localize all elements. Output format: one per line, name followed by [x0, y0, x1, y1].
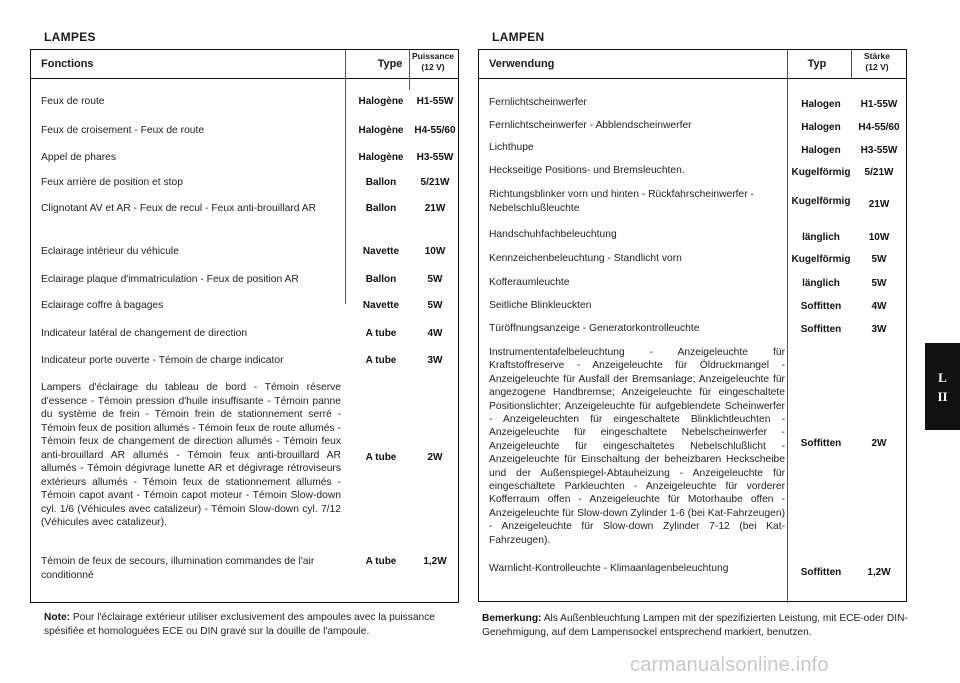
row-description: Warnlicht-Kontrolleuchte - Klimaanlagenbeleuchtung [489, 563, 729, 574]
row-type: A tube [365, 355, 397, 366]
row-description: Lampers d'éclairage du tableau de bord - Témoin réserve d'essence - Témoin pression d'huile insuffisante - Témoin panne du système de frein - Témoin frein de stationnement serré -Témoin feux de position allumés - Témoin feux de route allumés - Témoin feux de changement de direction allumés - Témoin feux anti-brouillard AR allumés - Témoin feux anti-brouillard AR allumés - Témoin dégivrage lunette AR et dégivrage rétroviseurs extérieurs allumés - Témoin feux de stationnement allumés - Témoin capot avant - Témoin capot moteur - Témoin Slow-down cyl. 1/6 (Véhicules avec catalizeur) - Témoin Slow-down cyl. 7/12 (Véhicules avec catalizeur). [41, 382, 341, 528]
row-type: länglich [802, 232, 840, 243]
right-col-divider-2 [851, 50, 852, 78]
left-note [44, 611, 462, 638]
row-description: Richtungsblinker vorn und hinten - Rückfahrscheinwerfer - Nebelschlußleuchte [489, 189, 754, 214]
left-header-power-line2: (12 V) [421, 62, 445, 72]
row-description: Indicateur latéral de changement de direction [41, 328, 248, 339]
right-note-label: Bemerkung: [482, 613, 542, 624]
row-power: 1,2W [867, 567, 891, 578]
row-description: Kofferaumleuchte [489, 277, 570, 288]
row-type: Ballon [365, 274, 397, 285]
section-index-tab-line2: II [937, 389, 948, 404]
row-power: 4W [427, 328, 443, 339]
row-power: H4-55/60 [414, 125, 456, 136]
row-power: 10W [868, 232, 890, 243]
row-power: 21W [424, 203, 446, 214]
section-index-tab-line1: L [938, 370, 947, 385]
row-description: Feux arrière de position et stop [41, 177, 183, 188]
row-description: Clignotant AV et AR - Feux de recul - Feux anti-brouillard AR [41, 203, 317, 214]
right-header-usage: Verwendung [489, 58, 555, 70]
row-type: Soffitten [800, 301, 842, 312]
row-power: 2W [427, 452, 443, 463]
row-type: A tube [365, 328, 397, 339]
right-note [482, 612, 914, 639]
row-description: Indicateur porte ouverte - Témoin de charge indicator [41, 355, 284, 366]
section-index-tab [925, 343, 960, 430]
row-type: A tube [365, 556, 397, 567]
row-power: 5W [427, 300, 443, 311]
left-col-divider-2 [409, 50, 410, 90]
left-col-divider-1 [345, 50, 346, 304]
row-power: 1,2W [423, 556, 447, 567]
row-type: Ballon [365, 177, 397, 188]
row-type: Kugelförmig [791, 167, 851, 178]
row-power: H1-55W [860, 99, 898, 110]
row-description: Kennzeichenbeleuchtung - Standlicht vorn [489, 253, 682, 264]
left-table-header [31, 50, 458, 79]
right-header-type: Typ [807, 58, 827, 70]
row-type: Halogène [358, 96, 404, 107]
row-type: Soffitten [800, 438, 842, 449]
row-description: Handschuhfachbeleuchtung [489, 229, 617, 240]
right-lamp-table [478, 49, 907, 602]
row-description: Eclairage coffre à bagages [41, 300, 164, 311]
row-type: länglich [802, 278, 840, 289]
row-type: Halogène [358, 125, 404, 136]
row-description: Instrumententafelbeleuchtung - Anzeigeleuchte für Kraftstoffreserve - Anzeigeleuchte für Öldruckmangel - Anzeigeleuchte für Ausfall der Bremsanlage; Anzeigeleuchte für angezogene Handbremse; Anzeigeleuchte für eingeschaltete Positionslichter; Anzeigeleuchte für aufgeblendete Scheinwerfer - Anzeigeleuchten für eingeschaltete Blinklichtleuchten - Anzeigeleuchte für eingeschaltete Nebelscheinwerfer - Anzeigeleuchte für eingeschaltetes Nebelschlußlicht - Anzeigeleuchte für Einschaltung der beheizbaren Heckscheibe und der Außenspiegel-Abtauheizung - Anzeigeleuchte für eingeschaltete Parkleuchten - Anzeigeleuchte für vorderer Kofferraum offen - Anzeigeleuchte für Motorhaube offen - Anzeigeleuchte für Slow-down Zylinder 1-6 (bei Kat-Fahrzeugen) - Anzeigeleuchte für Slow-down Zylinder 7-12 (bei Kat-Fahrzeugen). [489, 347, 785, 546]
row-type: Halogène [358, 152, 404, 163]
row-type: A tube [365, 452, 397, 463]
row-power: 2W [871, 438, 887, 449]
row-power: 4W [871, 301, 887, 312]
right-header-power [849, 51, 905, 73]
row-description: Lichthupe [489, 142, 534, 153]
left-note-label: Note: [44, 612, 71, 623]
row-description: Fernlichtscheinwerfer - Abblendscheinwerfer [489, 120, 692, 131]
right-section-title: LAMPEN [492, 30, 545, 44]
left-header-power-line1: Puissance [411, 51, 455, 61]
left-header-power [407, 51, 459, 73]
row-power: 5/21W [420, 177, 450, 188]
row-power: H1-55W [416, 96, 454, 107]
row-description: Türöffnungsanzeige - Generatorkontrolleuchte [489, 323, 700, 334]
row-power: H4-55/60 [858, 122, 900, 133]
row-type: Kugelförmig [791, 196, 851, 207]
row-description: Feux de croisement - Feux de route [41, 125, 205, 136]
row-type: Navette [362, 300, 400, 311]
row-power: H3-55W [416, 152, 454, 163]
left-note-text: Pour l'éclairage extérieur utiliser exclusivement des ampoules avec la puissance spésifiée et homologuées ECE ou DIN gravé sur la douille de l'ampoule. [44, 612, 435, 637]
row-power: 3W [427, 355, 443, 366]
row-power: 5W [871, 254, 887, 265]
row-type: Halogen [801, 145, 841, 156]
row-description: Eclairage intérieur du véhicule [41, 246, 179, 257]
row-type: Halogen [801, 99, 841, 110]
row-power: 5W [427, 274, 443, 285]
row-type: Soffitten [800, 567, 842, 578]
row-type: Ballon [365, 203, 397, 214]
row-type: Soffitten [800, 324, 842, 335]
row-description: Heckseitige Positions- und Bremsleuchten. [489, 165, 685, 176]
row-power: 21W [868, 199, 890, 210]
left-header-functions: Fonctions [41, 58, 94, 70]
watermark: carmanualsonline.info [630, 654, 829, 676]
row-description: Témoin de feux de secours, illumination commandes de l'air conditionné [41, 556, 315, 581]
left-section-title: LAMPES [44, 30, 96, 44]
right-table-header [479, 50, 906, 79]
row-power: 5W [871, 278, 887, 289]
row-description: Fernlichtscheinwerfer [489, 97, 587, 108]
row-type: Halogen [801, 122, 841, 133]
row-description: Appel de phares [41, 152, 116, 163]
row-description: Seitliche Blinkleuckten [489, 300, 592, 311]
row-description: Eclairage plaque d'immatriculation - Feux de position AR [41, 274, 299, 285]
row-type: Navette [362, 246, 400, 257]
row-description: Feux de route [41, 96, 105, 107]
row-power: 10W [424, 246, 446, 257]
left-header-type: Type [377, 58, 403, 70]
row-power: 3W [871, 324, 887, 335]
right-note-text: Als Außenbleuchtung Lampen mit der spezifizierten Leistung, mit ECE-oder DIN-Genehmigung, auf dem Lampensockel entsprechend markiert, benutzen. [482, 613, 908, 638]
left-lamp-table [30, 49, 459, 603]
right-header-power-line1: Stärke [864, 51, 890, 61]
row-type: Kugelförmig [791, 254, 851, 265]
right-header-power-line2: (12 V) [865, 62, 889, 72]
row-power: H3-55W [860, 145, 898, 156]
row-power: 5/21W [864, 167, 894, 178]
